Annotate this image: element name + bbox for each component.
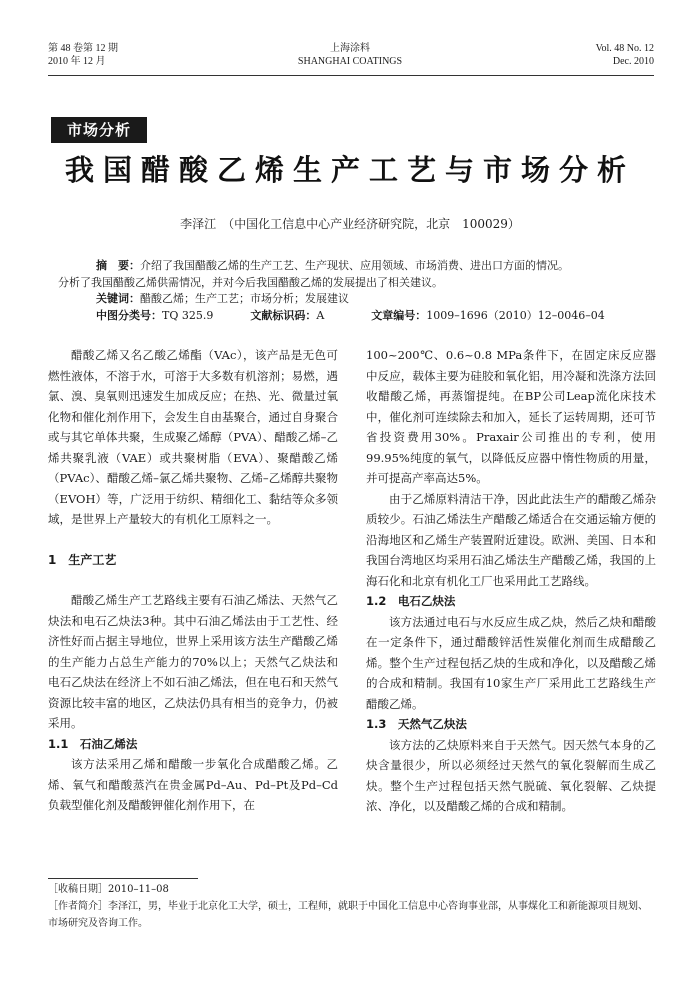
ethylene-method-paragraph: 该方法采用乙烯和醋酸一步氧化合成醋酸乙烯。乙烯、氧气和醋酸蒸汽在贵金属Pd–Au、Pd–Pt及Pd–Cd负载型催化剂及醋酸钾催化剂作用下，在	[48, 757, 338, 812]
classification-label: 中图分类号：	[96, 308, 162, 322]
section-heading-1: 1 生产工艺	[48, 552, 117, 567]
right-column	[366, 345, 656, 817]
date-en: Dec. 2010	[612, 56, 654, 67]
doc-code-value: A	[316, 308, 325, 322]
left-column	[48, 345, 338, 816]
classification-value: TQ 325.9	[162, 308, 214, 322]
abstract-label: 摘 要：	[96, 259, 140, 272]
process-overview-paragraph: 醋酸乙烯生产工艺路线主要有石油乙烯法、天然气乙炔法和电石乙炔法3种。其中石油乙烯法由于工艺性、经济性好而占据主导地位，世界上采用该方法生产醋酸乙烯的生产能力占总生产能力的70%以上；天然气乙炔法和电石乙炔法在经济上不如石油乙烯法，但在电石和天然气资源比较丰富的地区，乙炔法仍具有相当的竞争力，仍被采用。	[48, 593, 338, 730]
subsection-heading-1-3: 1.3 天然气乙炔法	[366, 717, 467, 731]
footnote-block	[48, 881, 654, 932]
keywords-line	[58, 291, 646, 308]
abstract-text-1: 介绍了我国醋酸乙烯的生产工艺、生产现状、应用领域、市场消费、进出口方面的情况。	[140, 259, 569, 272]
natural-gas-method-paragraph: 该方法的乙炔原料来自于天然气。因天然气本身的乙炔含量很少，所以必须经过天然气的氧化裂解而生成乙炔。整个生产过程包括天然气脱硫、氧化裂解、乙炔提浓、净化，以及醋酸乙烯的合成和精制。	[366, 737, 656, 813]
journal-name-en: SHANGHAI COATINGS	[297, 56, 403, 67]
abstract-line-1	[58, 258, 646, 275]
received-date: ［收稿日期］2010–11–08	[48, 884, 169, 895]
ethylene-advantages-paragraph: 由于乙烯原料清洁干净，因此此法生产的醋酸乙烯杂质较少。石油乙烯法生产醋酸乙烯适合在交通运输方便的沿海地区和乙烯生产装置附近建设。欧洲、美国、日本和我国台湾地区均采用石油乙烯法生产醋酸乙烯，我国的上海石化和北京有机化工厂也采用此工艺路线。	[366, 491, 656, 588]
author-bio: ［作者简介］李泽江，男，毕业于北京化工大学，硕士，工程师，就职于中国化工信息中心咨询事业部，从事煤化工和新能源项目规划、市场研究及咨询工作。	[48, 901, 648, 929]
header-center	[250, 42, 450, 68]
article-number-value: 1009–1696（2010）12–0046–04	[426, 308, 605, 322]
header-left	[48, 42, 118, 68]
journal-name-cn: 上海涂料	[330, 43, 370, 54]
header-right	[454, 42, 654, 68]
date-cn: 2010 年 12 月	[48, 56, 106, 67]
classification-line	[58, 308, 646, 325]
keywords-label: 关键词：	[96, 292, 140, 305]
keywords-text: 醋酸乙烯；生产工艺；市场分析；发展建议	[140, 292, 349, 305]
ethylene-method-continued: 100~200℃、0.6~0.8 MPa条件下，在固定床反应器中反应，载体主要为硅胶和氧化铝，用冷凝和洗涤方法回收醋酸乙烯，再蒸馏提纯。在BP公司Leap流化床技术中，催化剂可连续除去和加入，延长了运转周期，还可节省投资费用30%。Praxair公司推出的专利，使用99.95%纯度的氧气，以降低反应器中惰性物质的用量，并可提高产率高达5%。	[366, 348, 656, 485]
abstract-block	[58, 258, 646, 324]
abstract-line-2: 分析了我国醋酸乙烯供需情况，并对今后我国醋酸乙烯的发展提出了相关建议。	[58, 275, 443, 289]
carbide-method-paragraph: 该方法通过电石与水反应生成乙炔，然后乙炔和醋酸在一定条件下，通过醋酸锌活性炭催化剂而生成醋酸乙烯。整个生产过程包括乙炔的生成和净化，以及醋酸乙烯的合成和精制。我国有10家生产厂采用此工艺路线生产醋酸乙烯。	[366, 614, 656, 711]
intro-paragraph: 醋酸乙烯又名乙酸乙烯酯（VAc），该产品是无色可燃性液体，不溶于水，可溶于大多数有机溶剂；易燃，遇氯、溴、臭氧则迅速发生加成反应；在热、光、微量过氧化物和催化剂作用下，会发生自由基聚合，通过自身聚合或与其它单体共聚，生成聚乙烯醇（PVA）、醋酸乙烯–乙烯共聚乳液（VAE）或共聚树脂（EVA）、聚醋酸乙烯（PVAc）、醋酸乙烯–氯乙烯共聚物、乙烯–乙烯醇共聚物（EVOH）等，广泛用于纺织、精细化工、黏结等众多领域，是世界上产量较大的有机化工原料之一。	[48, 348, 338, 526]
section-tag: 市场分析	[51, 117, 147, 143]
volume-cn: 第 48 卷第 12 期	[48, 43, 118, 54]
article-title: 我国醋酸乙烯生产工艺与市场分析	[64, 153, 635, 187]
header-rule	[48, 75, 654, 76]
subsection-heading-1-1: 1.1 石油乙烯法	[48, 736, 138, 751]
volume-en: Vol. 48 No. 12	[595, 43, 654, 54]
article-number-label: 文章编号：	[371, 308, 427, 322]
doc-code-label: 文献标识码：	[250, 308, 317, 322]
subsection-heading-1-2: 1.2 电石乙炔法	[366, 594, 456, 608]
author-line: 李泽江 （中国化工信息中心产业经济研究院，北京 100029）	[180, 217, 520, 231]
footnote-rule	[48, 878, 198, 879]
